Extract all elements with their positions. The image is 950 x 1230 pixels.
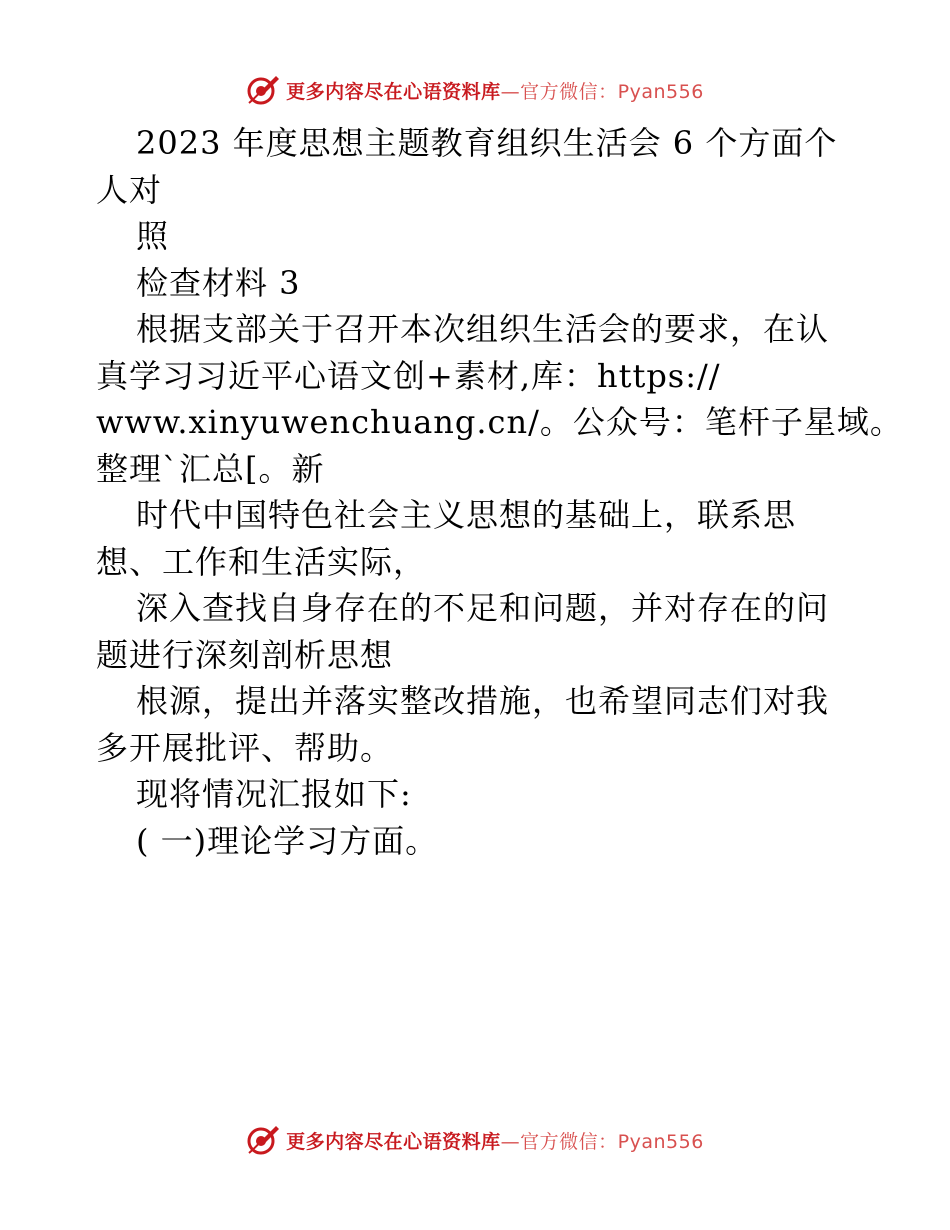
paragraph-line: www.xinyuwenchuang.cn/。公众号：笔杆子星域。 — [96, 403, 903, 441]
paragraph-line: 题进行深刻剖析思想 — [96, 635, 394, 674]
paragraph-line: 深入查找自身存在的不足和问题，并对存在的问 — [136, 589, 830, 627]
paragraph-line: 多开展批评、帮助。 — [96, 728, 394, 767]
title-line-2: 人对 — [96, 170, 163, 209]
title-line-3: 照 — [136, 217, 170, 255]
paragraph-line: 时代中国特色社会主义思想的基础上，联系思 — [136, 496, 797, 534]
section-heading: ( 一)理论学习方面。 — [136, 821, 439, 860]
pen-logo-icon — [246, 1123, 280, 1157]
paragraph-line: 整理`汇总[。新 — [96, 449, 325, 488]
paragraph-line: 真学习习近平心语文创+素材,库：https:// — [96, 356, 721, 395]
title-line-1: 2023 年度思想主题教育组织生活会 6 个方面个 — [136, 124, 838, 162]
watermark-banner-bottom — [0, 1120, 950, 1160]
document-body — [96, 120, 903, 864]
paragraph-line: 现将情况汇报如下: — [136, 775, 412, 813]
watermark-banner-top — [0, 70, 950, 110]
watermark-rest: —官方微信：Pyan556 — [500, 80, 704, 103]
watermark-text — [286, 77, 704, 104]
watermark-highlight: 更多内容尽在心语资料库 — [286, 1130, 501, 1153]
paragraph-line: 根据支部关于召开本次组织生活会的要求，在认 — [136, 310, 830, 348]
watermark-highlight: 更多内容尽在心语资料库 — [286, 80, 501, 103]
pen-logo-icon — [246, 73, 280, 107]
title-line-4: 检查材料 3 — [136, 263, 301, 302]
paragraph-line: 根源，提出并落实整改措施，也希望同志们对我 — [136, 682, 830, 720]
watermark-rest: —官方微信：Pyan556 — [500, 1130, 704, 1153]
watermark-text — [286, 1127, 704, 1154]
paragraph-line: 想、工作和生活实际， — [96, 542, 427, 581]
